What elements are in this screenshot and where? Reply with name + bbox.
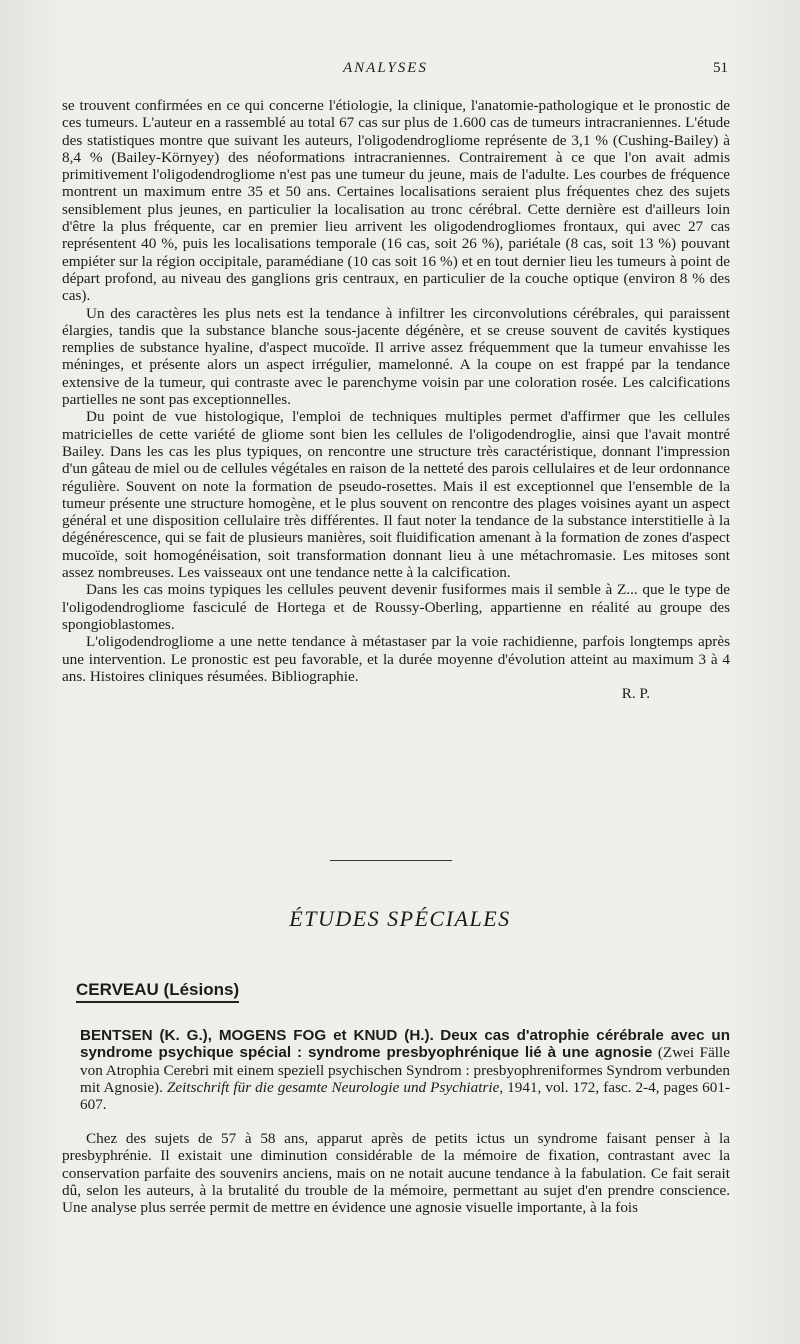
- reference-original-title: (Zwei Fälle von Atrophia Cerebri mit einem speziell psychischen Syndrom : presbyophreniformes Syndrom verbunden mit Agnosie).: [80, 1044, 730, 1096]
- page-number: 51: [713, 60, 728, 76]
- review-paragraph: se trouvent confirmées en ce qui concerne l'étiologie, la clinique, l'anatomie-pathologique et le pronostic de ces tumeurs. L'auteur en a rassemblé au total 67 cas sur plus de 1.600 cas de tumeurs intracraniennes. L'étude des statistiques montre que suivant les auteurs, l'oligodendrogliome représente de 3,1 % (Cushing-Bailey) à 8,4 % (Bailey-Környey) des néoformations intracraniennes. Contrairement à ce que l'on avait admis primitivement l'oligodendrogliome n'est pas une tumeur du jeune, mais de l'adulte. Les courbes de fréquence montrent un maximum entre 35 et 50 ans. Certaines localisations seraient plus fréquentes chez des sujets sensiblement plus jeunes, en particulier la localisation au tronc cérébral. Cette dernière est d'ailleurs loin d'être la plus fréquente, car en premier lieu arrivent les oligodendrogliomes frontaux, qui avec 27 cas représentent 40 %, puis les localisations temporale (16 cas, soit 26 %), pariétale (8 cas, soit 13 %) pouvant empiéter sur la région occipitale, paramédiane (10 cas soit 16 %) et en tout dernier lieu les tumeurs à point de départ profond, au niveau des ganglions gris centraux, en particulier de la couche optique (environ 8 % des cas).: [62, 97, 730, 305]
- signature-line: [62, 685, 730, 702]
- summary-text: [62, 1130, 730, 1216]
- running-title: ANALYSES: [343, 60, 428, 76]
- section-divider: [330, 860, 452, 861]
- reference-journal: Zeitschrift für die gesamte Neurologie und Psychiatrie,: [166, 1078, 504, 1096]
- reviewer-signature: R. P.: [621, 685, 650, 703]
- review-paragraph: Du point de vue histologique, l'emploi de techniques multiples permet d'affirmer que les cellules matricielles de cette variété de gliome sont bien les cellules de l'oligodendroglie, ainsi que l'avait montré Bailey. Dans les cas les plus typiques, on rencontre une structure très caractéristique, donnant l'impression d'un gâteau de miel ou de cellules végétales en raison de la netteté des parois cellulaires et de leur ordonnance régulière. Souvent on note la formation de pseudo-rosettes. Mais il est exceptionnel que l'ensemble de la tumeur présente une structure homogène, et le plus souvent on rencontre des plages voisines ayant un aspect général et une disposition cellulaire très différentes. Il faut noter la tendance de la substance interstitielle à la dégénérescence, qui se fait de plusieurs manières, soit fluidification amenant à la formation de zones d'aspect mucoïde, soit homogénéisation, soit transformation donnant lieu à une métachromasie. Les mitoses sont assez nombreuses. Les vaisseaux ont une tendance nette à la calcification.: [62, 408, 730, 582]
- summary-paragraph: Chez des sujets de 57 à 58 ans, apparut après de petits ictus un syndrome faisant penser à la presbyphrénie. Il existait une diminution considérable de la mémoire de fixation, contrastant avec la conservation parfaite des souvenirs anciens, mais on ne notait aucune tendance à la fabulation. Ce fait serait dû, selon les auteurs, à la brutalité du trouble de la mémoire, permettant au sujet d'en prendre conscience. Une analyse plus serrée permit de mettre en évidence une agnosie visuelle importante, à la fois: [62, 1130, 730, 1217]
- reference-title: Deux cas d'atrophie cérébrale avec un syndrome psychique spécial : syndrome presbyophrénique lié à une agnosie: [80, 1027, 730, 1062]
- reference-authors: BENTSEN (K. G.), MOGENS FOG et KNUD (H.).: [80, 1027, 434, 1044]
- review-paragraph: Un des caractères les plus nets est la tendance à infiltrer les circonvolutions cérébrales, qui paraissent élargies, tandis que la substance blanche sous-jacente dégénère, et se creuse souvent de cavités kystiques remplies de substance hyaline, d'aspect mucoïde. Il arrive assez fréquemment que la tumeur envahisse les méninges, et présente alors un aspect irrégulier, mamelonné. A la coupe on est frappé par la tendance extensive de la tumeur, qui contraste avec le parenchyme voisin par une coloration rosée. Les calcifications partielles ne sont pas exceptionnelles.: [62, 304, 730, 409]
- reference-details: 1941, vol. 172, fasc. 2-4, pages 601-607.: [80, 1078, 731, 1114]
- review-text: [62, 97, 730, 702]
- review-paragraph-last: [62, 633, 730, 702]
- bibliographic-reference: [80, 1027, 730, 1113]
- section-title: ÉTUDES SPÉCIALES: [289, 906, 511, 931]
- review-last-text: L'oligodendrogliome a une nette tendance à métastaser par la voie rachidienne, parfois longtemps après une intervention. Le pronostic est peu favorable, et la durée moyenne d'évolution atteint au maximum 3 à 4 ans. Histoires cliniques résumées. Bibliographie.: [62, 633, 730, 685]
- review-paragraph: Dans les cas moins typiques les cellules peuvent devenir fusiformes mais il semble à Z... que le type de l'oligodendrogliome fasciculé de Hortega et de Roussy-Oberling, appartienne en réalité au groupe des spongioblastomes.: [62, 581, 730, 633]
- subsection-heading: CERVEAU (Lésions): [76, 980, 239, 1003]
